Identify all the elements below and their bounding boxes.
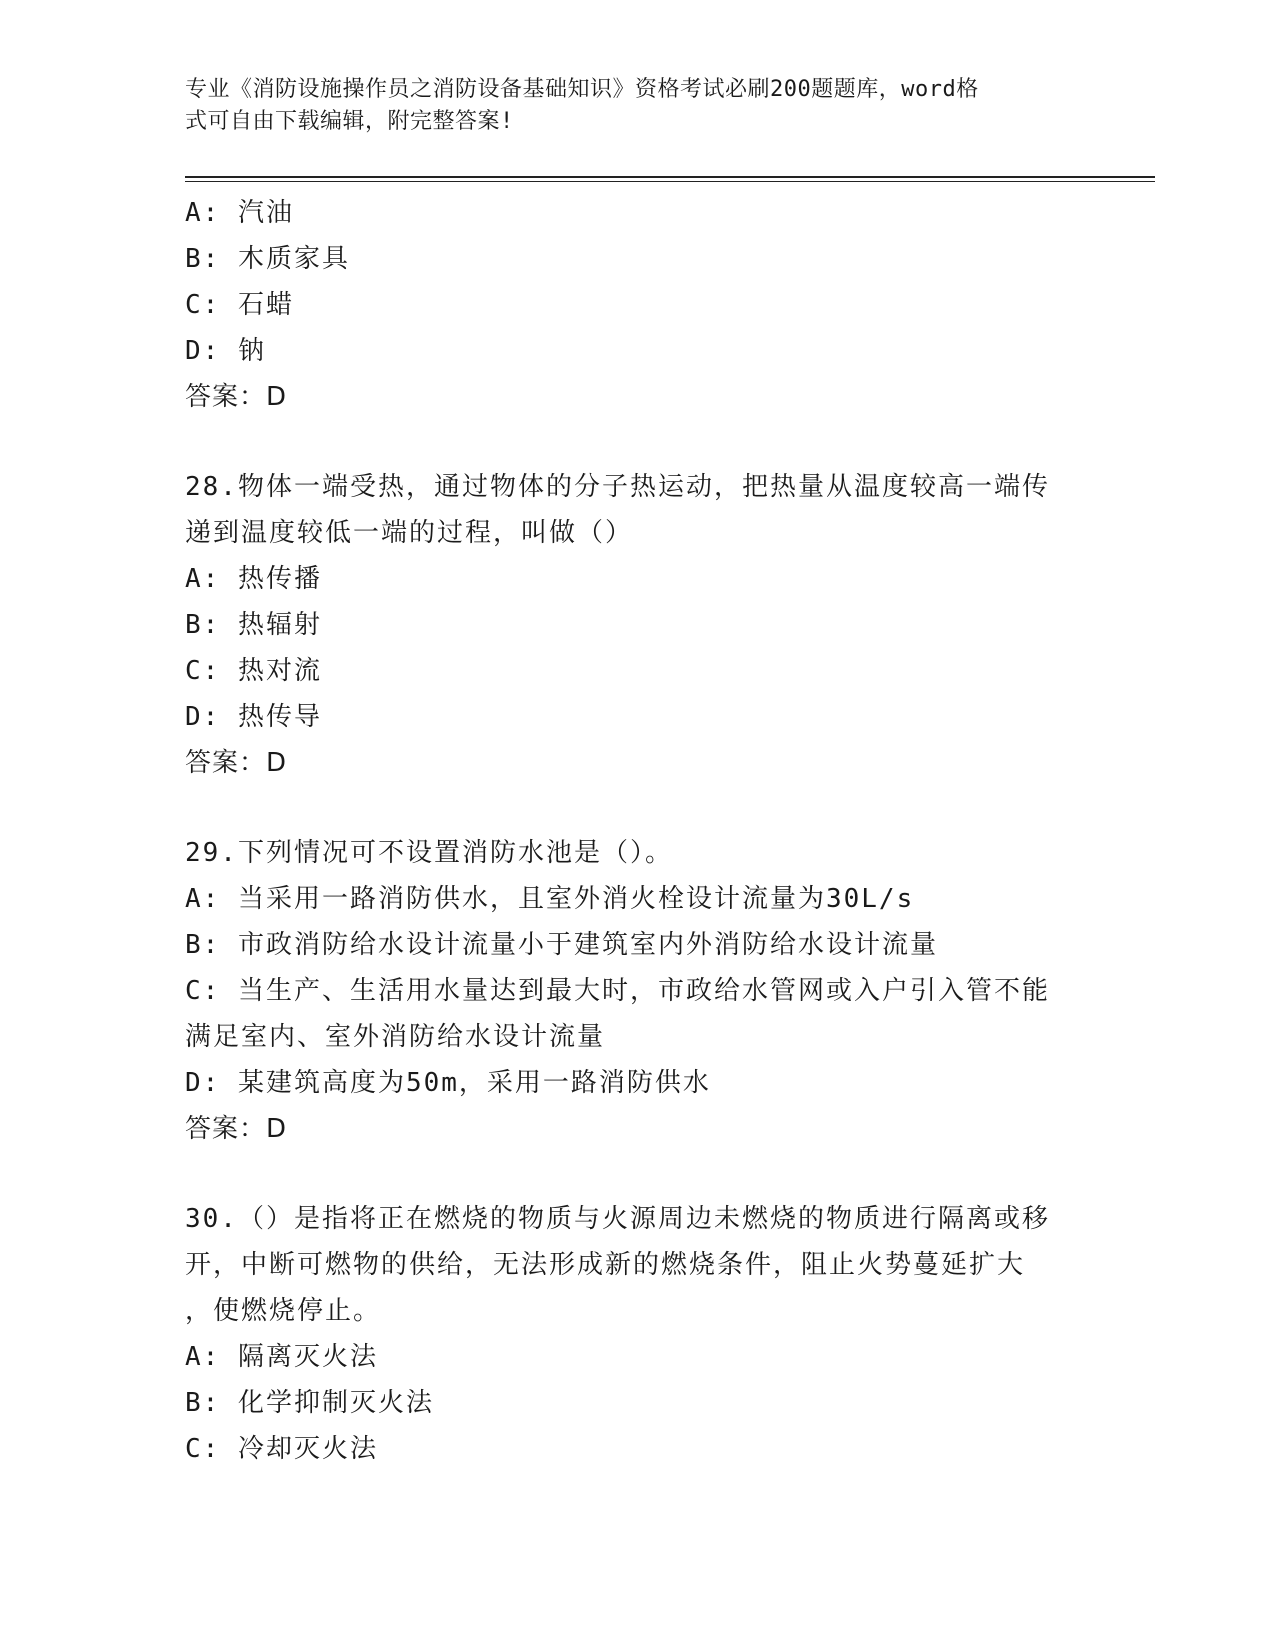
header-divider-thick: [185, 176, 1155, 178]
option-c-continued: 满足室内、室外消防给水设计流量: [185, 1022, 606, 1052]
question-line: 开，中断可燃物的供给，无法形成新的燃烧条件，阻止火势蔓延扩大: [185, 1250, 1026, 1280]
question-text: [185, 1196, 1065, 1334]
option-b: B: 木质家具: [185, 244, 350, 274]
question-content: [185, 190, 1065, 1472]
answer-line: 答案：D: [185, 382, 288, 412]
document-header: [185, 74, 1065, 138]
option-b: B: 化学抑制灭火法: [185, 1388, 434, 1418]
question-line: 递到温度较低一端的过程，叫做（）: [185, 518, 634, 548]
question-line: 28.物体一端受热，通过物体的分子热运动，把热量从温度较高一端传: [185, 472, 1050, 502]
answer-line: 答案：D: [185, 748, 288, 778]
option-c: C: 热对流: [185, 656, 322, 686]
header-line-1: 专业《消防设施操作员之消防设备基础知识》资格考试必刷200题题库，word格: [185, 77, 979, 102]
option-b: B: 热辐射: [185, 610, 322, 640]
question-28: [185, 464, 1065, 786]
option-c: C: 冷却灭火法: [185, 1434, 378, 1464]
question-line: ，使燃烧停止。: [185, 1296, 382, 1326]
question-30: [185, 1196, 1065, 1472]
header-divider-thin: [185, 181, 1155, 182]
header-line-2: 式可自由下载编辑，附完整答案!: [185, 109, 514, 134]
question-line: 30.（）是指将正在燃烧的物质与火源周边未燃烧的物质进行隔离或移: [185, 1204, 1050, 1234]
option-a: A: 当采用一路消防供水，且室外消火栓设计流量为30L/s: [185, 884, 915, 914]
question-29: [185, 830, 1065, 1152]
option-c: C: 当生产、生活用水量达到最大时，市政给水管网或入户引入管不能: [185, 976, 1050, 1006]
option-a: A: 隔离灭火法: [185, 1342, 378, 1372]
question-27: [185, 190, 1065, 420]
option-c: C: 石蜡: [185, 290, 294, 320]
question-text: [185, 830, 1065, 876]
question-line: 29.下列情况可不设置消防水池是（）。: [185, 838, 673, 868]
answer-line: 答案：D: [185, 1114, 288, 1144]
option-d: D: 热传导: [185, 702, 322, 732]
option-d: D: 钠: [185, 336, 266, 366]
option-d: D: 某建筑高度为50m，采用一路消防供水: [185, 1068, 711, 1098]
question-text: [185, 464, 1065, 556]
option-a: A: 汽油: [185, 198, 294, 228]
option-a: A: 热传播: [185, 564, 322, 594]
option-b: B: 市政消防给水设计流量小于建筑室内外消防给水设计流量: [185, 930, 938, 960]
